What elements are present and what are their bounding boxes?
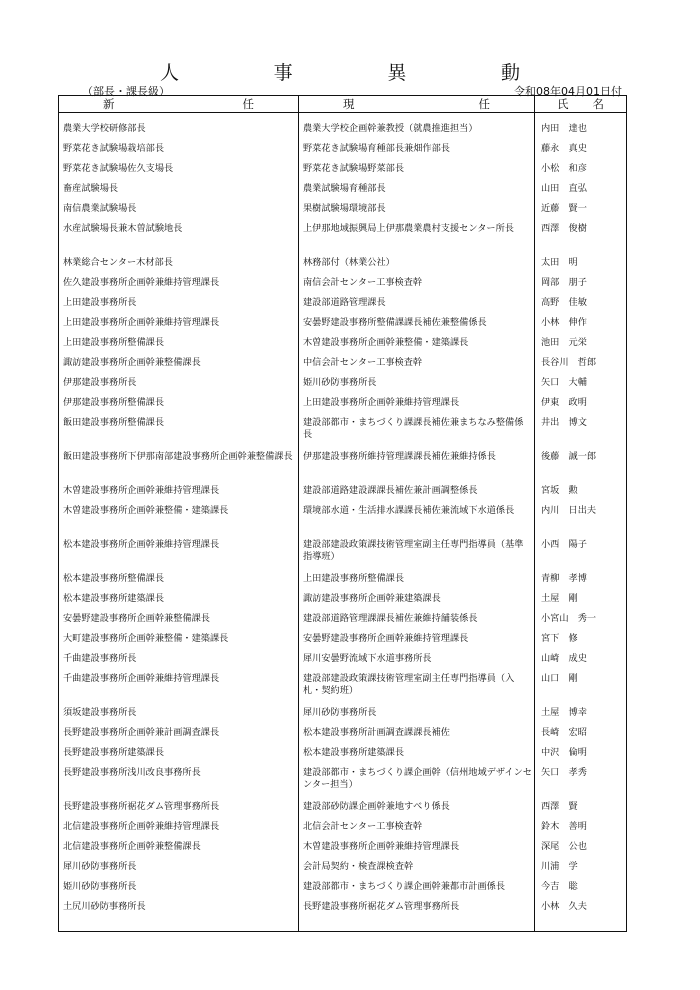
current-position-cell: 南信会計センター工事検査幹 bbox=[299, 277, 535, 297]
table-row bbox=[59, 143, 627, 163]
new-position-cell: 長野建設事務所浅川改良事務所長 bbox=[63, 767, 201, 778]
table-row bbox=[59, 377, 627, 397]
personnel-table bbox=[58, 95, 627, 932]
table-row bbox=[59, 727, 627, 747]
current-position-cell: 林務部付（林業公社） bbox=[299, 257, 535, 277]
table-row bbox=[59, 257, 627, 277]
current-position-cell: 木曽建設事務所企画幹兼維持管理課長 bbox=[299, 841, 535, 861]
new-position-cell: 佐久建設事務所企画幹兼維持管理課長 bbox=[63, 277, 220, 288]
header-text: 現 bbox=[343, 97, 355, 111]
header-text: 氏 bbox=[557, 97, 569, 111]
new-position-cell: 長野建設事務所企画幹兼計画調査課長 bbox=[63, 727, 220, 738]
current-position-cell: 建設部砂防課企画幹兼地すべり係長 bbox=[299, 801, 535, 821]
new-position-cell: 伊那建設事務所整備課長 bbox=[63, 397, 165, 408]
new-position-cell: 諏訪建設事務所企画幹兼整備課長 bbox=[63, 357, 201, 368]
current-position-cell: 中信会計センター工事検査幹 bbox=[299, 357, 535, 377]
table-row bbox=[59, 297, 627, 317]
new-position-cell: 長野建設事務所建築課長 bbox=[63, 747, 165, 758]
current-position-cell: 北信会計センター工事検査幹 bbox=[299, 821, 535, 841]
table-row bbox=[59, 183, 627, 203]
person-name-cell: 西澤 賢 bbox=[535, 801, 627, 821]
new-position-cell: 千曲建設事務所長 bbox=[63, 653, 137, 664]
table-row bbox=[59, 337, 627, 357]
header-text: 名 bbox=[592, 97, 604, 111]
new-position-cell: 南信農業試験場長 bbox=[63, 203, 137, 214]
table-row bbox=[59, 357, 627, 377]
current-position-cell: 長野建設事務所裾花ダム管理事務所長 bbox=[299, 901, 535, 932]
new-position-cell: 北信建設事務所企画幹兼整備課長 bbox=[63, 841, 201, 852]
current-position-cell: 環境部水道・生活排水課課長補佐兼流域下水道係長 bbox=[299, 505, 535, 539]
table-row bbox=[59, 223, 627, 257]
person-name-cell: 山崎 成史 bbox=[535, 653, 627, 673]
new-position-cell: 長野建設事務所裾花ダム管理事務所長 bbox=[63, 801, 220, 812]
new-position-cell: 安曇野建設事務所企画幹兼整備課長 bbox=[63, 613, 210, 624]
current-position-cell: 松本建設事務所建築課長 bbox=[299, 747, 535, 767]
person-name-cell: 深尾 公也 bbox=[535, 841, 627, 861]
current-position-cell: 建設部建設政策課技術管理室副主任専門指導員（基準指導班） bbox=[299, 539, 535, 573]
new-position-cell: 千曲建設事務所企画幹兼維持管理課長 bbox=[63, 673, 220, 684]
new-position-cell: 松本建設事務所整備課長 bbox=[63, 573, 165, 584]
table-row bbox=[59, 633, 627, 653]
person-name-cell: 鈴木 善明 bbox=[535, 821, 627, 841]
table-row bbox=[59, 673, 627, 707]
new-position-cell: 木曽建設事務所企画幹兼整備・建築課長 bbox=[63, 505, 229, 516]
person-name-cell: 小松 和彦 bbox=[535, 163, 627, 183]
table-row bbox=[59, 397, 627, 417]
current-position-cell: 農業試験場育種部長 bbox=[299, 183, 535, 203]
new-position-cell: 土尻川砂防事務所長 bbox=[63, 901, 146, 912]
current-position-cell: 犀川安曇野流域下水道事務所長 bbox=[299, 653, 535, 673]
current-position-cell: 野菜花き試験場野菜部長 bbox=[299, 163, 535, 183]
current-position-cell: 安曇野建設事務所整備課課長補佐兼整備係長 bbox=[299, 317, 535, 337]
table-row bbox=[59, 767, 627, 801]
table-row bbox=[59, 113, 627, 144]
header-name bbox=[535, 96, 627, 113]
person-name-cell: 中沢 倫明 bbox=[535, 747, 627, 767]
new-position-cell: 農業大学校研修部長 bbox=[63, 123, 146, 134]
new-position-cell: 飯田建設事務所整備課長 bbox=[63, 417, 165, 428]
current-position-cell: 諏訪建設事務所企画幹兼建築課長 bbox=[299, 593, 535, 613]
person-name-cell: 小林 伸作 bbox=[535, 317, 627, 337]
table-row bbox=[59, 861, 627, 881]
current-position-cell: 会計局契約・検査課検査幹 bbox=[299, 861, 535, 881]
current-position-cell: 建設部建設政策課技術管理室副主任専門指導員（入札・契約班） bbox=[299, 673, 535, 707]
person-name-cell: 宮坂 勲 bbox=[535, 485, 627, 505]
current-position-cell: 建設部道路管理課課長補佐兼維持舗装係長 bbox=[299, 613, 535, 633]
person-name-cell: 内田 達也 bbox=[535, 113, 627, 144]
table-row bbox=[59, 573, 627, 593]
new-position-cell: 松本建設事務所企画幹兼維持管理課長 bbox=[63, 539, 220, 550]
current-position-cell: 上伊那地域振興局上伊那農業農村支援センター所長 bbox=[299, 223, 535, 257]
person-name-cell: 池田 元栄 bbox=[535, 337, 627, 357]
header-text: 新 bbox=[103, 97, 115, 111]
person-name-cell: 小宮山 秀一 bbox=[535, 613, 627, 633]
person-name-cell: 近藤 賢一 bbox=[535, 203, 627, 223]
new-position-cell: 上田建設事務所整備課長 bbox=[63, 337, 165, 348]
new-position-cell: 姫川砂防事務所長 bbox=[63, 881, 137, 892]
new-position-cell: 水産試験場長兼木曽試験地長 bbox=[63, 223, 183, 234]
current-position-cell: 姫川砂防事務所長 bbox=[299, 377, 535, 397]
table-row bbox=[59, 485, 627, 505]
table-row bbox=[59, 163, 627, 183]
current-position-cell: 建設部道路管理課長 bbox=[299, 297, 535, 317]
person-name-cell: 小林 久夫 bbox=[535, 901, 627, 932]
table-row bbox=[59, 203, 627, 223]
current-position-cell: 松本建設事務所計画調査課課長補佐 bbox=[299, 727, 535, 747]
person-name-cell: 高野 佳敏 bbox=[535, 297, 627, 317]
new-position-cell: 伊那建設事務所長 bbox=[63, 377, 137, 388]
current-position-cell: 上田建設事務所企画幹兼維持管理課長 bbox=[299, 397, 535, 417]
new-position-cell: 大町建設事務所企画幹兼整備・建築課長 bbox=[63, 633, 229, 644]
person-name-cell: 内川 日出夫 bbox=[535, 505, 627, 539]
current-position-cell: 野菜花き試験場育種部長兼畑作部長 bbox=[299, 143, 535, 163]
person-name-cell: 後藤 誠一郎 bbox=[535, 451, 627, 485]
title-char: 事 bbox=[273, 62, 293, 84]
current-position-cell: 建設部都市・まちづくり課企画幹兼都市計画係長 bbox=[299, 881, 535, 901]
current-position-cell: 建設部都市・まちづくり課企画幹（信州地域デザインセンター担当） bbox=[299, 767, 535, 801]
table-row bbox=[59, 653, 627, 673]
person-name-cell: 小西 陽子 bbox=[535, 539, 627, 573]
position-category: （部長・課長級） bbox=[82, 85, 170, 98]
table-row bbox=[59, 901, 627, 932]
person-name-cell: 土屋 剛 bbox=[535, 593, 627, 613]
current-position-cell: 建設部道路建設課課長補佐兼計画調整係長 bbox=[299, 485, 535, 505]
new-position-cell: 上田建設事務所企画幹兼維持管理課長 bbox=[63, 317, 220, 328]
current-position-cell: 農業大学校企画幹兼教授（就農推進担当） bbox=[299, 113, 535, 144]
person-name-cell: 山口 剛 bbox=[535, 673, 627, 707]
header-current-position bbox=[299, 96, 535, 113]
person-name-cell: 青柳 孝博 bbox=[535, 573, 627, 593]
title-char: 動 bbox=[500, 62, 520, 84]
person-name-cell: 山田 直弘 bbox=[535, 183, 627, 203]
person-name-cell: 矢口 孝秀 bbox=[535, 767, 627, 801]
new-position-cell: 木曽建設事務所企画幹兼維持管理課長 bbox=[63, 485, 220, 496]
new-position-cell: 野菜花き試験場栽培部長 bbox=[63, 143, 165, 154]
person-name-cell: 井出 博文 bbox=[535, 417, 627, 451]
new-position-cell: 松本建設事務所建築課長 bbox=[63, 593, 165, 604]
table-row bbox=[59, 707, 627, 727]
new-position-cell: 野菜花き試験場佐久支場長 bbox=[63, 163, 174, 174]
title-char: 人 bbox=[160, 62, 180, 84]
current-position-cell: 建設部都市・まちづくり課課長補佐兼まちなみ整備係長 bbox=[299, 417, 535, 451]
table-row bbox=[59, 801, 627, 821]
current-position-cell: 伊那建設事務所維持管理課課長補佐兼維持係長 bbox=[299, 451, 535, 485]
person-name-cell: 川浦 学 bbox=[535, 861, 627, 881]
table-row bbox=[59, 451, 627, 485]
person-name-cell: 藤永 真史 bbox=[535, 143, 627, 163]
effective-date: 令和08年04月01日付 bbox=[514, 85, 622, 98]
header-new-position bbox=[59, 96, 299, 113]
table-row bbox=[59, 593, 627, 613]
header-row bbox=[59, 96, 627, 113]
person-name-cell: 西澤 俊樹 bbox=[535, 223, 627, 257]
new-position-cell: 林業総合センター木材部長 bbox=[63, 257, 173, 268]
document-title bbox=[160, 58, 520, 84]
person-name-cell: 長崎 宏昭 bbox=[535, 727, 627, 747]
person-name-cell: 伊東 政明 bbox=[535, 397, 627, 417]
table-row bbox=[59, 821, 627, 841]
person-name-cell: 宮下 修 bbox=[535, 633, 627, 653]
table-row bbox=[59, 881, 627, 901]
title-char: 異 bbox=[387, 62, 407, 84]
person-name-cell: 岡部 朋子 bbox=[535, 277, 627, 297]
new-position-cell: 上田建設事務所長 bbox=[63, 297, 137, 308]
table-row bbox=[59, 613, 627, 633]
current-position-cell: 上田建設事務所整備課長 bbox=[299, 573, 535, 593]
current-position-cell: 果樹試験場環境部長 bbox=[299, 203, 535, 223]
person-name-cell: 矢口 大輔 bbox=[535, 377, 627, 397]
table-row bbox=[59, 747, 627, 767]
table-row bbox=[59, 277, 627, 297]
new-position-cell: 北信建設事務所企画幹兼維持管理課長 bbox=[63, 821, 220, 832]
header-text: 任 bbox=[478, 97, 490, 111]
table-row bbox=[59, 417, 627, 451]
new-position-cell: 犀川砂防事務所長 bbox=[63, 861, 137, 872]
table-row bbox=[59, 841, 627, 861]
table-row bbox=[59, 317, 627, 337]
new-position-cell: 須坂建設事務所長 bbox=[63, 707, 137, 718]
person-name-cell: 今吉 聡 bbox=[535, 881, 627, 901]
table-row bbox=[59, 539, 627, 573]
header-text: 任 bbox=[242, 97, 254, 111]
person-name-cell: 太田 明 bbox=[535, 257, 627, 277]
table-row bbox=[59, 505, 627, 539]
new-position-cell: 飯田建設事務所下伊那南部建設事務所企画幹兼整備課長 bbox=[63, 451, 293, 462]
current-position-cell: 安曇野建設事務所企画幹兼維持管理課長 bbox=[299, 633, 535, 653]
current-position-cell: 木曽建設事務所企画幹兼整備・建築課長 bbox=[299, 337, 535, 357]
new-position-cell: 畜産試験場長 bbox=[63, 183, 119, 194]
person-name-cell: 長谷川 哲郎 bbox=[535, 357, 627, 377]
current-position-cell: 犀川砂防事務所長 bbox=[299, 707, 535, 727]
person-name-cell: 土屋 博幸 bbox=[535, 707, 627, 727]
